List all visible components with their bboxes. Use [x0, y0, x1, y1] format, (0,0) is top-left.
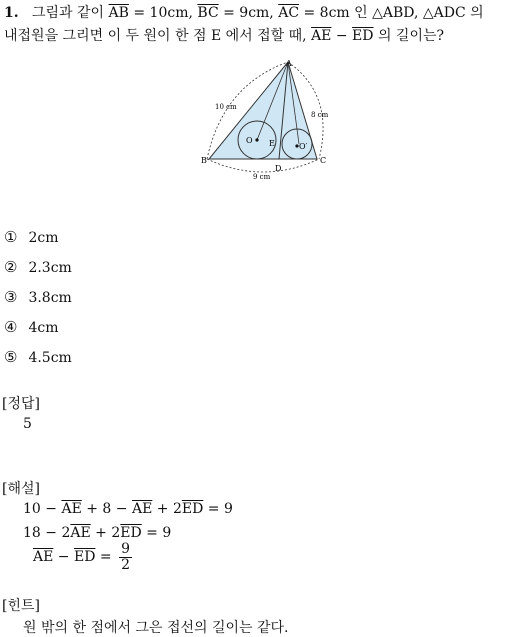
option-marker: ② — [4, 258, 18, 276]
label-bc-length: 9 cm — [253, 173, 271, 181]
question-text: 그림과 같이 — [31, 5, 105, 21]
segment-bc: $\overline{BC}$ — [197, 5, 219, 21]
label-o2: O′ — [299, 142, 308, 151]
question-line-1: 1. 그림과 같이 $\overline{AB} = 10cm$, $\overline{BC} = 9cm$, $\overline{AC} = 8cm$ 인 △ABD, △ADC 의 — [4, 5, 484, 21]
option-1[interactable] — [4, 228, 58, 246]
hint-text: 원 밖의 한 점에서 그은 접선의 길이는 같다. — [23, 620, 289, 636]
option-marker: ③ — [4, 288, 18, 306]
solution-line-1: $10 - \overline{AE} + 8 - \overline{AE} + 2\overline{ED} = 9$ — [23, 501, 233, 517]
option-marker: ⑤ — [4, 348, 18, 366]
segment-ed: $\overline{ED}$ — [352, 28, 374, 44]
label-e: E — [269, 139, 275, 148]
center-o-dot — [255, 138, 258, 141]
option-text: 4cm — [28, 320, 59, 336]
fraction: $\frac{9}{2}$ — [121, 541, 130, 573]
segment-ab: $\overline{AB}$ — [108, 5, 129, 21]
question-line-2: 내접원을 그리면 이 두 원이 한 점 E 에서 접할 때, $\overline{AE} - \overline{ED}$ 의 길이는? — [4, 28, 445, 44]
solution-line-2: $18 - 2\overline{AE} + 2\overline{ED} = 9$ — [23, 525, 172, 541]
solution-line-3: $\overline{AE} - \overline{ED}$ = $\frac{9}{2}$ — [33, 541, 130, 573]
label-ac-length: 8 cm — [311, 111, 329, 119]
option-4[interactable] — [4, 318, 58, 336]
answer-header: [정답] — [2, 396, 40, 412]
segment-ac: $\overline{AC}$ — [278, 5, 300, 21]
answer-value: 5 — [23, 416, 32, 432]
hint-header: [힌트] — [2, 598, 40, 614]
label-d: D — [275, 164, 282, 173]
label-c: C — [320, 156, 327, 165]
option-text: 3.8cm — [28, 290, 72, 306]
segment-ae: $\overline{AE}$ — [311, 28, 332, 44]
label-b: B — [201, 156, 207, 165]
option-text: 4.5cm — [28, 350, 72, 366]
question-number: 1. — [4, 5, 19, 21]
option-3[interactable] — [4, 288, 72, 306]
option-marker: ① — [4, 228, 18, 246]
option-text: 2cm — [28, 230, 59, 246]
option-2[interactable] — [4, 258, 72, 276]
label-o: O — [246, 136, 253, 145]
label-ab-length: 10 cm — [215, 103, 237, 111]
label-a: A — [286, 59, 292, 68]
geometry-figure — [195, 55, 345, 185]
option-marker: ④ — [4, 318, 18, 336]
arc-bc — [207, 159, 319, 172]
solution-header: [해설] — [2, 481, 40, 497]
option-text: 2.3cm — [28, 260, 72, 276]
option-5[interactable] — [4, 348, 72, 366]
